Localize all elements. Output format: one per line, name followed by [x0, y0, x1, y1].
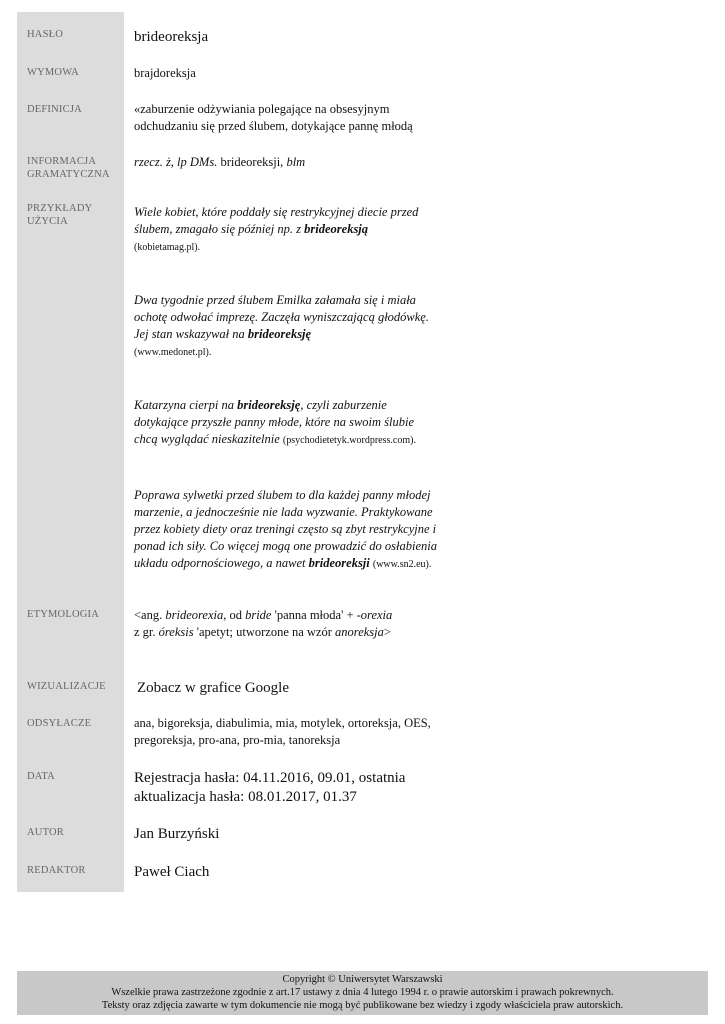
example-keyword: brideoreksji: [308, 556, 370, 570]
label-haslo: HASŁO: [27, 29, 64, 40]
etym-part: <ang.: [134, 608, 166, 622]
example-text: , czyli zaburzenie dotykające przyszłe panny młode, które na swoim ślubie chcą wyglądać nieskazitelnie: [134, 398, 415, 446]
label-przyklady: [27, 202, 122, 228]
copyright-footer: [17, 971, 708, 1015]
etym-part: bride: [245, 608, 272, 622]
label-line: PRZYKŁADY: [27, 203, 93, 214]
label-wizualizacje: WIZUALIZACJE: [27, 681, 106, 692]
example-keyword: brideoreksją: [304, 222, 369, 236]
dates: Rejestracja hasła: 04.11.2016, 09.01, ostatnia aktualizacja hasła: 08.01.2017, 01.37: [134, 770, 406, 805]
example-text: Poprawa sylwetki przed ślubem to dla każdej panny młodej marzenie, a jednocześnie nie lada wyzwanie. Praktykowane przez kobiety diety oraz treningi często są zbyt restrykcyjne i ponad ich siły. Co więcej mogą one prowadzić do osłabienia układu odpornościowego, a nawet: [134, 488, 437, 570]
example-2: [134, 292, 444, 361]
etym-part: óreksis: [158, 625, 194, 639]
label-informacja-gramatyczna: [27, 155, 122, 181]
grammar-info: [134, 154, 464, 171]
example-source: (www.sn2.eu).: [372, 559, 432, 570]
label-autor: AUTOR: [27, 827, 64, 838]
example-3: [134, 397, 434, 449]
etym-part: >: [383, 625, 391, 639]
etym-part: brideorexia: [165, 608, 224, 622]
label-column: [17, 12, 124, 892]
etym-part: , od: [223, 608, 246, 622]
label-redaktor: REDAKTOR: [27, 865, 86, 876]
definition: «zaburzenie odżywiania polegające na obsesyjnym odchudzaniu się przed ślubem, dotykające pannę młodą: [134, 102, 413, 133]
etym-part: anoreksja: [335, 625, 384, 639]
label-definicja: DEFINICJA: [27, 104, 82, 115]
etym-part: 'apetyt; utworzone na wzór: [193, 625, 336, 639]
grammar-part: brideoreksji,: [217, 155, 287, 169]
example-keyword: brideoreksję: [237, 398, 301, 412]
headword: brideoreksja: [134, 29, 209, 45]
cross-references: ana, bigoreksja, diabulimia, mia, motylek, ortoreksja, OES, pregoreksja, pro-ana, pro-mia, tanoreksja: [134, 716, 431, 747]
example-4: [134, 487, 446, 573]
etym-part: 'panna młoda' +: [271, 608, 357, 622]
etym-part: z gr.: [134, 625, 159, 639]
label-line: UŻYCIA: [27, 216, 68, 227]
example-1: [134, 204, 444, 256]
author: Jan Burzyński: [134, 826, 220, 842]
example-source: (kobietamag.pl).: [134, 242, 201, 253]
example-source: (www.medonet.pl).: [134, 347, 212, 358]
footer-line-notice: Teksty oraz zdjęcia zawarte w tym dokumencie nie mogą być publikowane bez wiedzy i zgody właściciela praw autorskich.: [101, 1000, 624, 1011]
pronunciation: brajdoreksja: [134, 66, 196, 80]
example-text: Katarzyna cierpi na: [134, 398, 238, 412]
editor: Paweł Ciach: [134, 864, 210, 880]
etym-part: -orexia: [356, 608, 393, 622]
example-source: (psychodietetyk.wordpress.com).: [282, 435, 416, 446]
google-images-link[interactable]: Zobacz w grafice Google: [137, 680, 290, 696]
footer-line-copyright: Copyright © Uniwersytet Warszawski: [282, 974, 443, 985]
label-line: INFORMACJA: [27, 156, 97, 167]
grammar-part: blm: [286, 155, 306, 169]
footer-line-rights: Wszelkie prawa zastrzeżone zgodnie z art.17 ustawy z dnia 4 lutego 1994 r. o prawie autorskim i prawach pokrewnych.: [111, 987, 614, 998]
example-text: Dwa tygodnie przed ślubem Emilka załamała się i miała ochotę odwołać imprezę. Zaczęła wyniszczającą głodówkę. Jej stan wskazywał na: [134, 293, 429, 341]
grammar-part: rzecz. ż, lp DMs.: [134, 155, 218, 169]
example-keyword: brideoreksję: [247, 327, 312, 341]
label-data: DATA: [27, 771, 55, 782]
label-line: GRAMATYCZNA: [27, 169, 110, 180]
label-wymowa: WYMOWA: [27, 67, 79, 78]
example-text: Wiele kobiet, które poddały się restrykcyjnej diecie przed ślubem, zmagało się później np. z: [134, 205, 419, 236]
label-odsylacze: ODSYŁACZE: [27, 718, 92, 729]
label-etymologia: ETYMOLOGIA: [27, 609, 99, 620]
etymology: [134, 607, 464, 641]
